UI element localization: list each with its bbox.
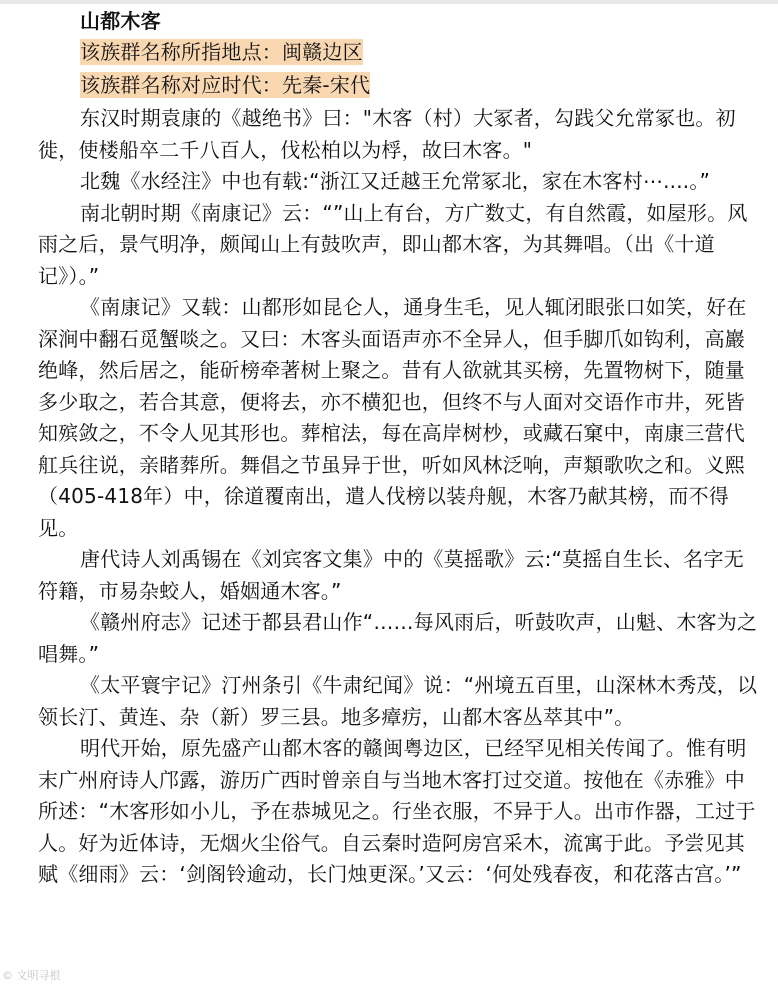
paragraph-ganzhou: 《赣州府志》记述于都县君山作“……每风雨后，听鼓吹声，山魁、木客为之唱舞。” [38,610,758,666]
top-divider [0,0,778,4]
watermark-logo: © 文明寻根 [2,969,61,982]
paragraph-nankangji-more: 《南康记》又载：山都形如昆仑人，通身生毛，见人辄闭眼张口如笑，好在深涧中翻石觅蟹啖之。又曰：木客头面语声亦不全异人，但手脚爪如钩利，高巖绝峰，然后居之，能斫榜牵著树上聚之。昔有人欲就其买榜，先置物树下，随量多少取之，若合其意，便将去，亦不横犯也，但终不与人面对交语作市井，死皆知殡敛之，不令人见其形也。葬棺法，每在高岸树杪，或藏石窠中，南康三营代舡兵往说，亲睹葬所。舞倡之节虽异于世，听如风林泛响，声類歌吹之和。义熙（405-418年）中，徐道覆南出，遣人伐榜以装舟舰，木客乃献其榜，而不得见。 [38,295,747,540]
document-body [38,6,762,891]
paragraph-liuyuxi: 唐代诗人刘禹锡在《刘宾客文集》中的《莫摇歌》云:“莫摇自生长、名字无符籍，市易杂蛟人，婚姻通木客。” [38,547,744,603]
paragraph-ming: 明代开始，原先盛产山都木客的赣闽粤边区，已经罕见相关传闻了。惟有明末广州府诗人邝露，游历广西时曾亲自与当地木客打过交道。按他在《赤雅》中所述：“木客形如小儿，予在恭城见之。行坐衣服，不异于人。出市作器，工过于人。好为近体诗，无烟火尘俗气。自云秦时造阿房宫采木，流寓于此。予尝见其赋《细雨》云：‘剑阁铃逾动，长门烛更深。’又云：‘何处残春夜，和花落古宫。’” [38,736,756,886]
paragraph-yuejueshu: 东汉时期袁康的《越绝书》曰："木客（村）大冢者，勾践父允常冢也。初徙，使楼船卒二千八百人，伐松柏以为桴，故曰木客。" [38,106,736,162]
paragraph-shuijingzhu: 北魏《水经注》中也有载:“浙江又迁越王允常冢北，家在木客村⋯....。” [80,169,711,193]
page-title: 山都木客 [80,9,161,33]
paragraph-taiping: 《太平寰宇记》汀州条引《牛肃纪闻》说：“州境五百里，山深林木秀茂，以领长汀、黄连、杂（新）罗三县。地多瘴疠，山都木客丛萃其中”。 [38,673,758,729]
meta-place-text: 该族群名称所指地点：闽赣边区 [80,40,363,64]
meta-era-text: 该族群名称对应时代：先秦-宋代 [80,73,371,97]
meta-era [38,70,762,103]
paragraph-nankangji: 南北朝时期《南康记》云：“”山上有台，方广数丈，有自然霞，如屋形。风雨之后，景气明净，颇闻山上有鼓吹声，即山都木客，为其舞唱。（出《十道记》）。” [38,200,748,288]
meta-place [38,37,762,70]
